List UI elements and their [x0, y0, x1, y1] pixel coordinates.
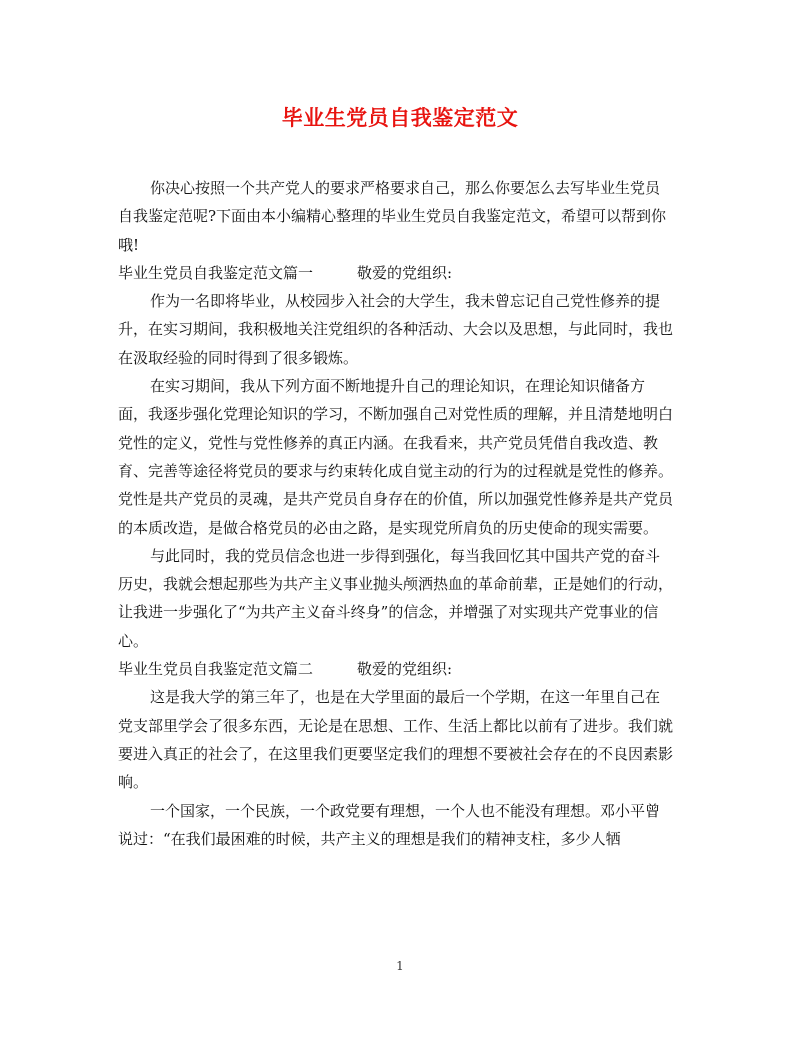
- document-body: [118, 174, 673, 853]
- page-number: 1: [396, 959, 404, 973]
- paragraph: 这是我大学的第三年了，也是在大学里面的最后一个学期，在这一年里自己在党支部里学会了很多东西，无论是在思想、工作、生活上都比以前有了进步。我们就要进入真正的社会了，在这里我们更要坚定我们的理想不要被社会存在的不良因素影响。: [118, 688, 674, 792]
- document-title: 毕业生党员自我鉴定范文: [281, 105, 519, 130]
- section-heading-2: [118, 655, 673, 683]
- intro-paragraph: 你决心按照一个共产党人的要求严格要求自己，那么你要怎么去写毕业生党员自我鉴定范呢?下面由本小编精心整理的毕业生党员自我鉴定范文，希望可以帮到你哦!: [118, 179, 667, 254]
- salutation: 敬爱的党组织:: [357, 660, 453, 679]
- section-heading-1: [118, 259, 673, 287]
- paragraph: 一个国家，一个民族，一个政党要有理想，一个人也不能没有理想。邓小平曾说过：“在我们最困难的时候，共产主义的理想是我们的精神支柱，多少人牺: [118, 801, 661, 848]
- paragraph: 与此同时，我的党员信念也进一步得到强化，每当我回忆其中国共产党的奋斗历史，我就会想起那些为共产主义事业抛头颅洒热血的革命前辈，正是她们的行动，让我进一步强化了“为共产主义奋斗终身”的信念，并增强了对实现共产党事业的信心。: [118, 546, 674, 650]
- section-title: 毕业生党员自我鉴定范文篇二: [118, 660, 314, 679]
- paragraph: 作为一名即将毕业，从校园步入社会的大学生，我未曾忘记自己党性修养的提升，在实习期间，我积极地关注党组织的各种活动、大会以及思想，与此同时，我也在汲取经验的同时得到了很多锻炼。: [118, 292, 674, 367]
- salutation: 敬爱的党组织:: [357, 263, 453, 282]
- paragraph: 在实习期间，我从下列方面不断地提升自己的理论知识，在理论知识储备方面，我逐步强化党理论知识的学习，不断加强自己对党性质的理解，并且清楚地明白党性的定义，党性与党性修养的真正内涵。在我看来，共产党员凭借自我改造、教育、完善等途径将党员的要求与约束转化成自觉主动的行为的过程就是党性的修养。党性是共产党员的灵魂，是共产党员自身存在的价值，所以加强党性修养是共产党员的本质改造，是做合格党员的必由之路，是实现党所肩负的历史使命的现实需要。: [118, 377, 674, 537]
- section-title: 毕业生党员自我鉴定范文篇一: [118, 263, 314, 282]
